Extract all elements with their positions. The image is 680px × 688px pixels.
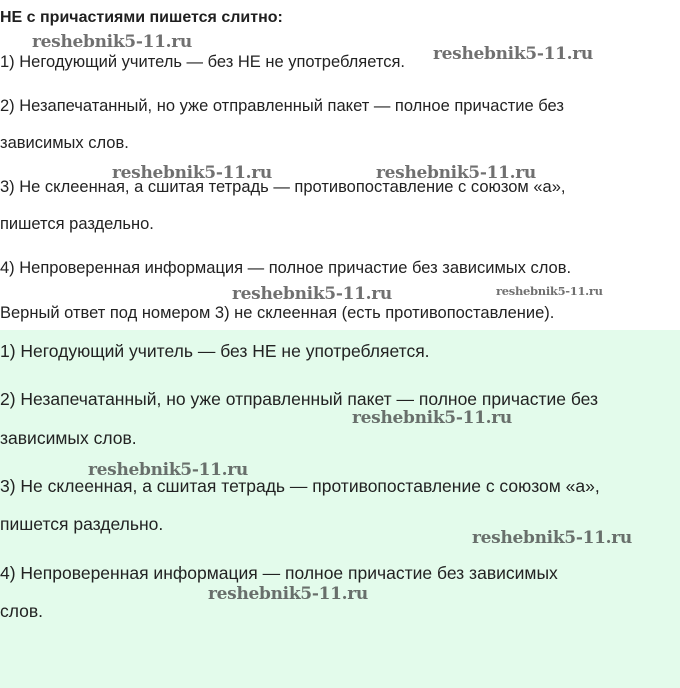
watermark: reshebnik5-11.ru [472, 528, 632, 548]
answer-line-2: 2) Незапечатанный, но уже отправленный пакет — полное причастие без [0, 97, 564, 115]
watermark: reshebnik5-11.ru [112, 163, 272, 183]
highlight-line-1: 1) Негодующий учитель — без НЕ не употребляется. [0, 341, 430, 361]
watermark: reshebnik5-11.ru [376, 163, 536, 183]
highlight-line-4: 4) Непроверенная информация — полное причастие без зависимых [0, 563, 558, 583]
answer-line-1: 1) Негодующий учитель — без НЕ не употребляется. [0, 53, 405, 71]
watermark: reshebnik5-11.ru [352, 408, 512, 428]
solution-heading: НЕ с причастиями пишется слитно: [0, 9, 283, 26]
answer-line-3: 3) Не склеенная, а сшитая тетрадь — противопоставление с союзом «а», [0, 178, 566, 196]
watermark: reshebnik5-11.ru [208, 584, 368, 604]
answer-conclusion: Верный ответ под номером 3) не склеенная (есть противопоставление). [0, 304, 555, 322]
highlight-line-2-cont: зависимых слов. [0, 428, 137, 448]
watermark: reshebnik5-11.ru [32, 32, 192, 52]
watermark: reshebnik5-11.ru [232, 284, 392, 304]
watermark: reshebnik5-11.ru [496, 284, 603, 298]
highlighted-explanation-block [0, 330, 680, 688]
watermark: reshebnik5-11.ru [433, 44, 593, 64]
highlight-line-3: 3) Не склеенная, а сшитая тетрадь — противопоставление с союзом «а», [0, 476, 600, 496]
answer-line-3-cont: пишется раздельно. [0, 215, 154, 233]
highlight-line-4-cont: слов. [0, 601, 44, 621]
watermark: reshebnik5-11.ru [88, 460, 248, 480]
answer-line-4: 4) Непроверенная информация — полное причастие без зависимых слов. [0, 259, 572, 277]
highlight-line-3-cont: пишется раздельно. [0, 514, 164, 534]
highlight-line-2: 2) Незапечатанный, но уже отправленный пакет — полное причастие без [0, 389, 599, 409]
answer-line-2-cont: зависимых слов. [0, 134, 129, 152]
